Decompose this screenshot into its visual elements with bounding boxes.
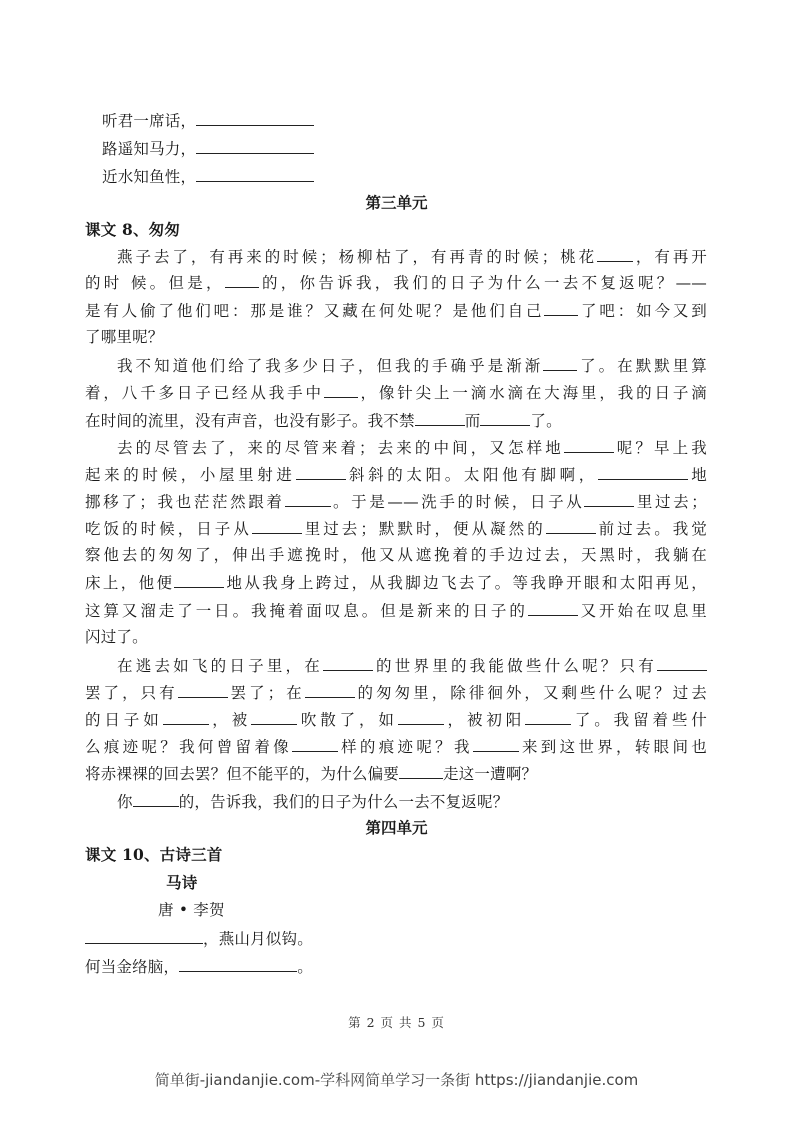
answer-blank[interactable] <box>528 600 578 616</box>
text-segment: 的时 候。但是， <box>85 274 225 292</box>
text-segment: 的，你告诉我，我们的日子为什么一去不复返呢？—— <box>258 274 707 292</box>
answer-blank[interactable] <box>324 382 358 398</box>
answer-blank[interactable] <box>399 763 443 779</box>
text-segment: 的，告诉我，我们的日子为什么一去不复返呢？ <box>178 793 509 811</box>
answer-blank[interactable] <box>296 464 346 480</box>
proverb-line <box>102 166 724 186</box>
answer-blank[interactable] <box>598 464 688 480</box>
poem-title: 马诗 <box>166 873 198 892</box>
text-segment: 了吧：如今又到 <box>578 302 707 320</box>
text-segment: ，像针尖上一滴水滴在大海里，我的日子滴 <box>357 384 707 402</box>
text-segment: 吹散了，如 <box>297 711 398 729</box>
text-segment: 在逃去如飞的日子里，在 <box>117 657 324 675</box>
text-segment: 又开始在叹息里 <box>577 602 707 620</box>
proverb-line <box>102 110 724 130</box>
paragraph-line <box>85 518 707 538</box>
paragraph-line <box>85 572 707 592</box>
paragraph-line <box>85 272 707 292</box>
answer-blank[interactable] <box>657 655 707 671</box>
text-segment: 样的痕迹呢？我 <box>337 738 473 756</box>
answer-blank[interactable] <box>292 736 338 752</box>
text-segment: 闪过了。 <box>85 628 148 646</box>
answer-blank[interactable] <box>196 138 314 154</box>
unit-title: 第四单元 <box>365 818 428 837</box>
text-segment: 斜斜的太阳。太阳他有脚啊， <box>345 466 598 484</box>
answer-blank[interactable] <box>564 437 614 453</box>
proverb-line <box>102 138 724 158</box>
text-segment: 我不知道他们给了我多少日子，但我的手确乎是渐渐 <box>117 357 544 375</box>
text-segment: 前过去。我觉 <box>595 520 707 538</box>
paragraph-line <box>85 382 707 402</box>
answer-blank[interactable] <box>525 709 571 725</box>
answer-blank[interactable] <box>285 491 331 507</box>
answer-blank[interactable] <box>473 736 519 752</box>
page-number: 第 2 页 共 5 页 <box>348 1015 445 1030</box>
answer-blank[interactable] <box>584 491 634 507</box>
paragraph-line <box>85 491 707 511</box>
answer-blank[interactable] <box>133 791 179 807</box>
answer-blank[interactable] <box>480 410 530 426</box>
answer-blank[interactable] <box>225 272 259 288</box>
text-segment: 了。在默默里算 <box>577 357 707 375</box>
text-segment: 地从我身上跨过，从我脚边飞去了。等我睁开眼和太阳再见， <box>224 574 707 592</box>
answer-blank[interactable] <box>398 709 444 725</box>
answer-blank[interactable] <box>252 518 302 534</box>
answer-blank[interactable] <box>85 928 203 944</box>
text-segment: 吃饭的时候，日子从 <box>85 520 252 538</box>
poem-author: 唐 • 李贺 <box>158 901 225 919</box>
paragraph-line <box>117 355 707 375</box>
paragraph-line <box>85 410 707 430</box>
text-segment: 了哪里呢？ <box>85 328 164 346</box>
text-segment: ，燕山月似钩。 <box>203 930 313 948</box>
text-segment: ，被初阳 <box>443 711 526 729</box>
poem-line <box>85 928 707 948</box>
text-segment: 里过去； <box>634 493 707 511</box>
text-segment: 何当金络脑， <box>85 958 180 976</box>
text-segment: 的世界里的我能做些什么呢？只有 <box>373 657 657 675</box>
text-segment: 察他去的匆匆了，伸出手遮挽时，他又从遮挽着的手边过去，天黑时，我躺在 <box>85 546 707 564</box>
text-segment: 。 <box>297 958 313 976</box>
answer-blank[interactable] <box>174 572 224 588</box>
answer-blank[interactable] <box>305 682 355 698</box>
answer-blank[interactable] <box>196 110 314 126</box>
text-segment: 这算又溜走了一日。我掩着面叹息。但是新来的日子的 <box>85 602 528 620</box>
text-segment: 的日子如 <box>85 711 163 729</box>
text-segment: 燕子去了，有再来的时候；杨柳枯了，有再青的时候；桃花 <box>117 248 598 266</box>
paragraph-line <box>85 300 707 320</box>
answer-blank[interactable] <box>163 709 209 725</box>
text-segment: 是有人偷了他们吧：那是谁？又藏在何处呢？是他们自己 <box>85 302 545 320</box>
text-segment: 的匆匆里，除徘徊外，又剩些什么呢？过去 <box>354 684 707 702</box>
answer-blank[interactable] <box>543 355 577 371</box>
answer-blank[interactable] <box>323 655 373 671</box>
text-segment: 罢了；在 <box>227 684 305 702</box>
answer-blank[interactable] <box>251 709 297 725</box>
answer-blank[interactable] <box>597 246 633 262</box>
paragraph-line <box>85 545 707 565</box>
answer-blank[interactable] <box>544 300 578 316</box>
paragraph-line <box>85 736 707 756</box>
text-segment: 起来的时候，小屋里射进 <box>85 466 296 484</box>
proverb-text: 路遥知马力， <box>102 140 197 158</box>
proverb-text: 近水知鱼性， <box>102 168 197 186</box>
paragraph-line <box>85 464 707 484</box>
unit-title: 第三单元 <box>365 193 428 212</box>
paragraph-line <box>85 763 707 783</box>
answer-blank[interactable] <box>178 682 228 698</box>
paragraph-line <box>85 627 707 647</box>
lesson-title: 课文 10、古诗三首 <box>85 845 223 864</box>
paragraph-line <box>117 246 707 266</box>
text-segment: 。于是——洗手的时候，日子从 <box>330 493 585 511</box>
text-segment: 去的尽管去了，来的尽管来着；去来的中间，又怎样地 <box>117 439 564 457</box>
answer-blank[interactable] <box>415 410 465 426</box>
text-segment: 床上，他便 <box>85 574 175 592</box>
answer-blank[interactable] <box>546 518 596 534</box>
text-segment: 来到这世界，转眼间也 <box>518 738 707 756</box>
text-segment: 地 <box>687 466 708 484</box>
text-segment: 挪移了；我也茫茫然跟着 <box>85 493 285 511</box>
text-segment: 罢了，只有 <box>85 684 178 702</box>
text-segment: 将赤裸裸的回去罢？但不能平的，为什么偏要 <box>85 765 400 783</box>
text-segment: 里过去；默默时，便从凝然的 <box>301 520 546 538</box>
paragraph-line <box>85 709 707 729</box>
text-segment: 了。 <box>530 412 562 430</box>
text-segment: 么痕迹呢？我何曾留着像 <box>85 738 292 756</box>
paragraph-line <box>117 437 707 457</box>
paragraph-line <box>117 655 707 675</box>
text-segment: 你 <box>117 793 133 811</box>
text-segment: 在时间的流里，没有声音，也没有影子。我不禁 <box>85 412 415 430</box>
lesson-title: 课文 8、匆匆 <box>85 220 181 239</box>
text-segment: 着，八千多日子已经从我手中 <box>85 384 324 402</box>
text-segment: 了。我留着些什 <box>571 711 707 729</box>
text-segment: 走这一遭啊？ <box>443 765 538 783</box>
poem-line <box>85 956 707 976</box>
answer-blank[interactable] <box>196 166 314 182</box>
text-segment: ，有再开 <box>633 248 707 266</box>
paragraph-line <box>85 327 707 347</box>
proverb-text: 听君一席话， <box>102 112 197 130</box>
text-segment: 呢？早上我 <box>613 439 707 457</box>
text-segment: 而 <box>464 412 481 430</box>
paragraph-line <box>85 682 707 702</box>
site-footer: 简单街-jiandanjie.com-学科网简单学习一条街 https://jiandanjie.com <box>154 1071 639 1089</box>
text-segment: ，被 <box>208 711 252 729</box>
paragraph-line <box>117 791 739 811</box>
answer-blank[interactable] <box>179 956 297 972</box>
paragraph-line <box>85 600 707 620</box>
